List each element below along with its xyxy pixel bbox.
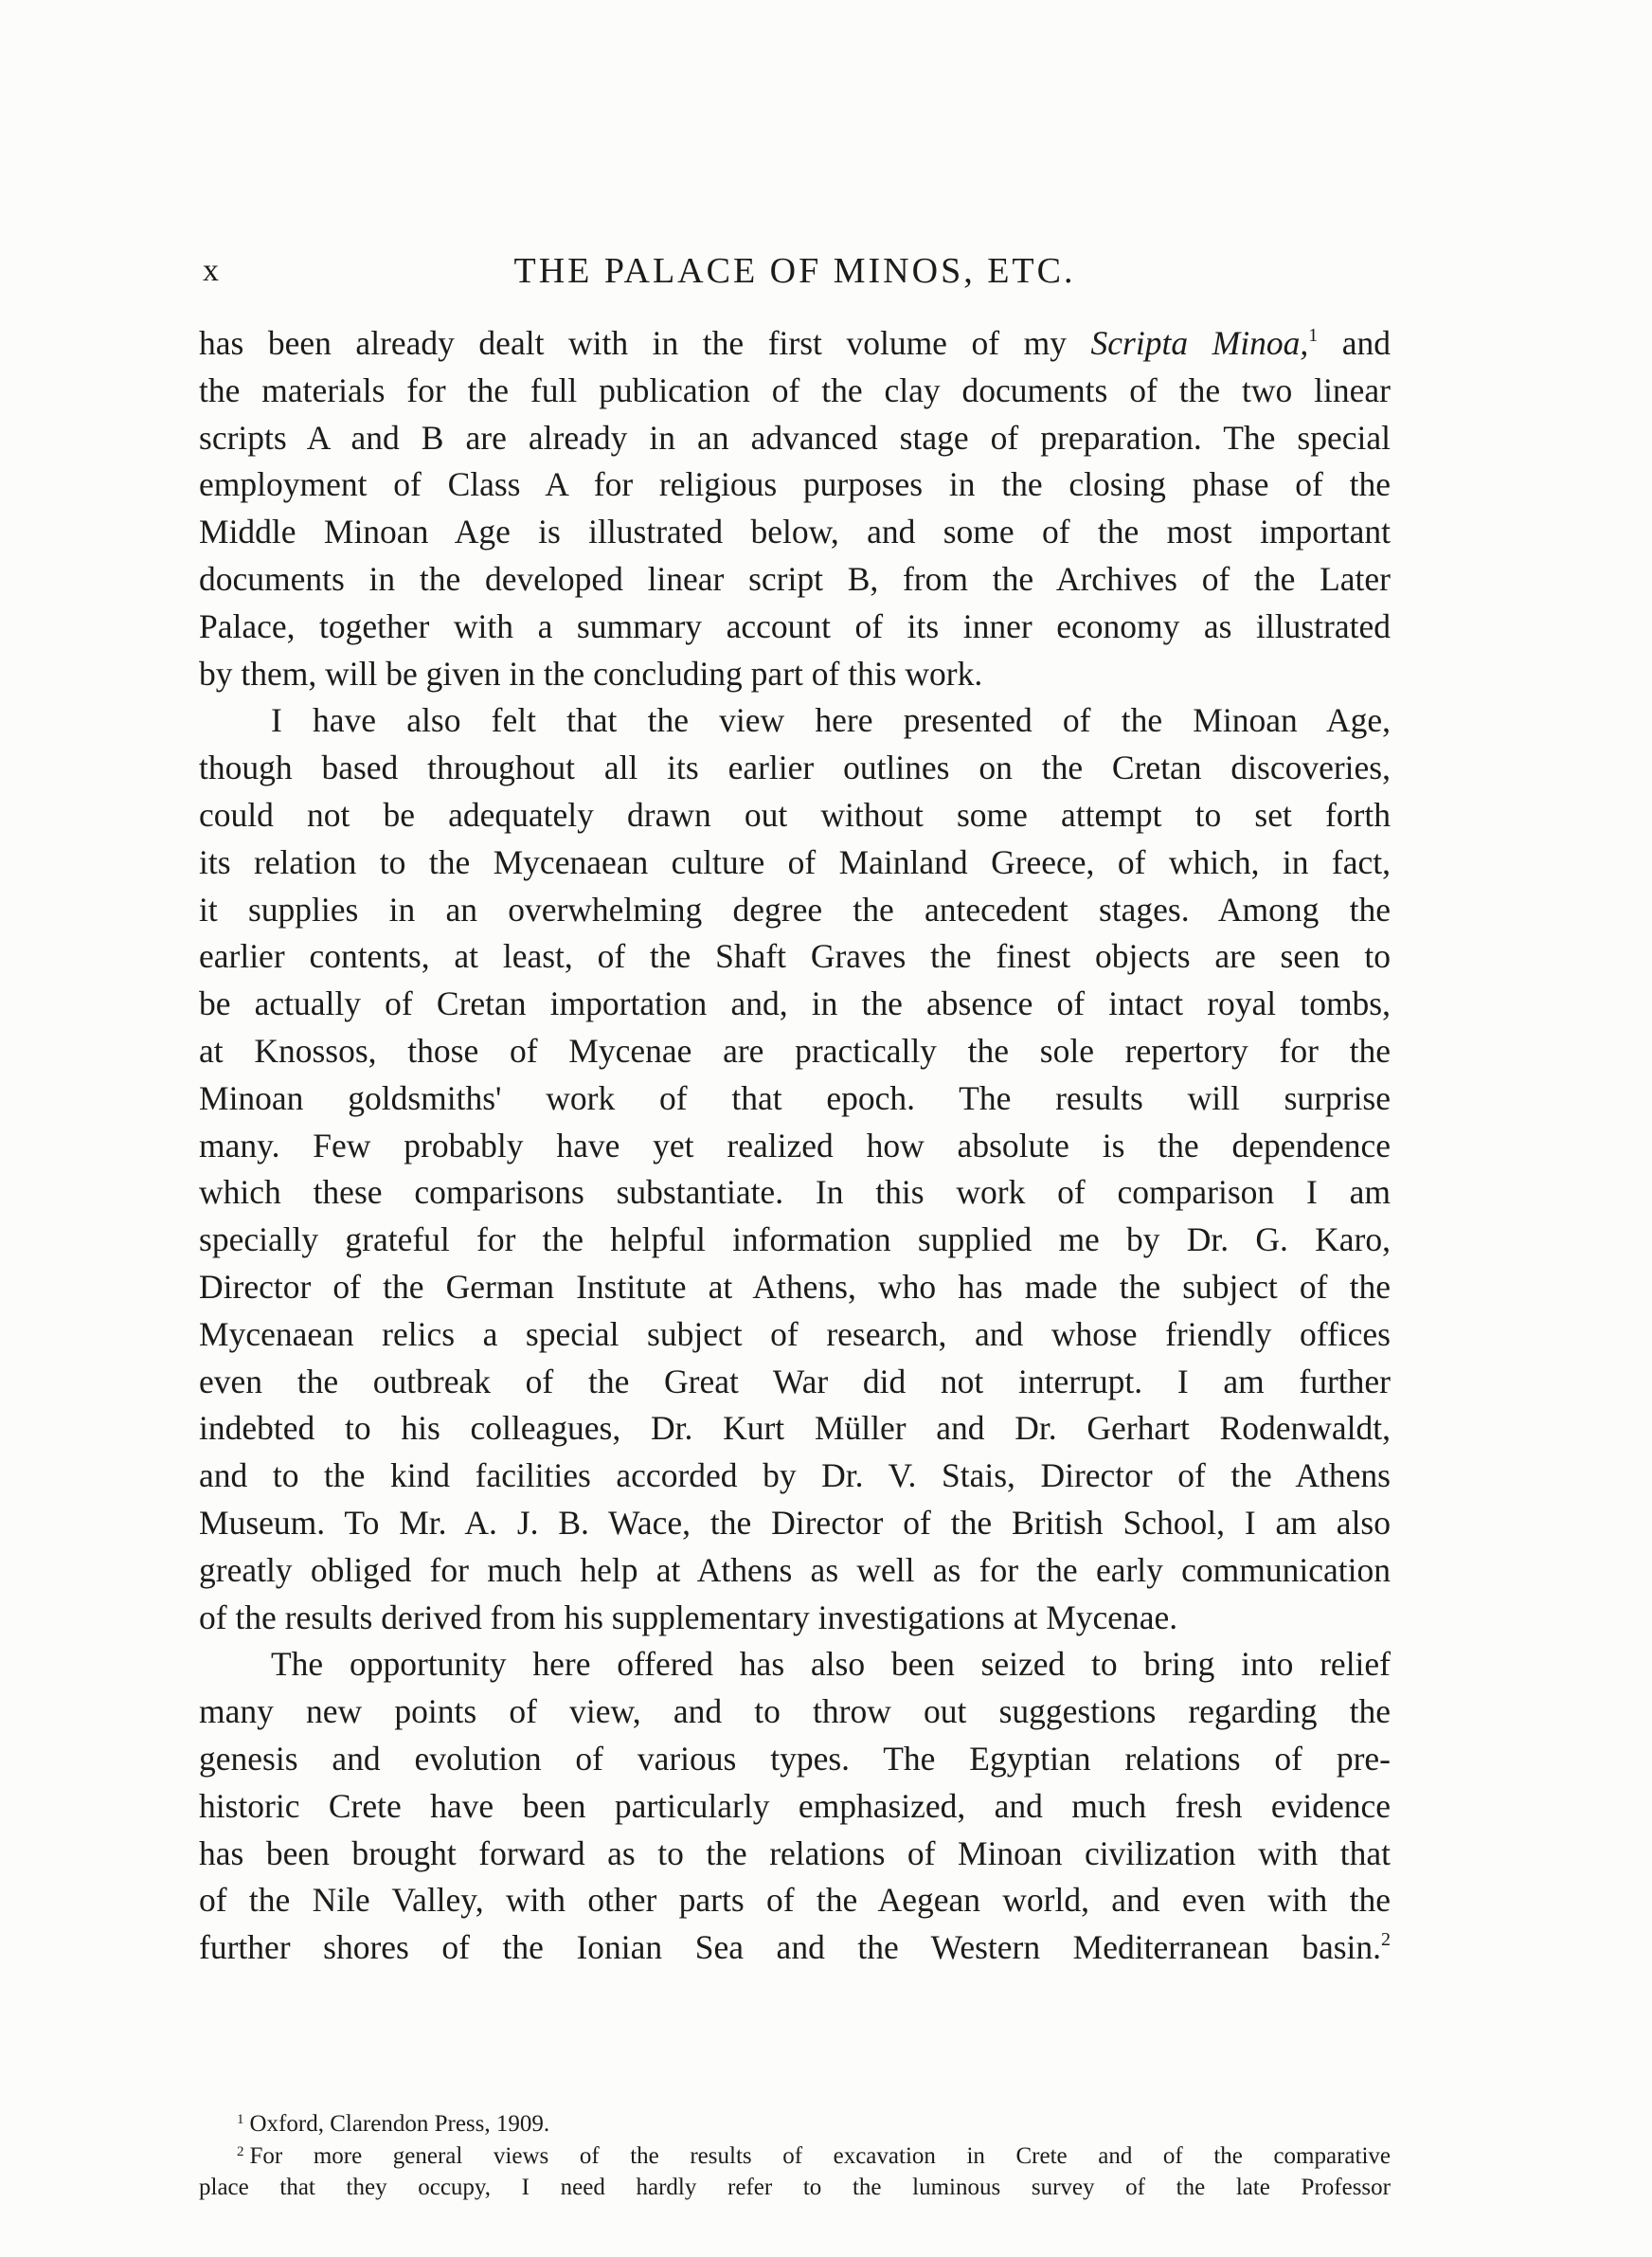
text-line: earlier contents, at least, of the Shaft Graves the finest objects are seen to xyxy=(199,937,1391,976)
text-line: and to the kind facilities accorded by Dr. V. Stais, Director of the Athens xyxy=(199,1456,1391,1495)
text-line: genesis and evolution of various types. The Egyptian relations of pre- xyxy=(199,1739,1391,1778)
text-line: Director of the German Institute at Athens, who has made the subject of the xyxy=(199,1267,1391,1306)
text-line: Mycenaean relics a special subject of research, and whose friendly offices xyxy=(199,1314,1391,1353)
text-line: has been brought forward as to the relations of Minoan civilization with that xyxy=(199,1833,1391,1872)
page-header xyxy=(199,250,1391,298)
body-text xyxy=(199,320,1391,1972)
text-line: specially grateful for the helpful information supplied me by Dr. G. Karo, xyxy=(199,1220,1391,1259)
text-line: be actually of Cretan importation and, in the absence of intact royal tombs, xyxy=(199,984,1391,1023)
text-line: has been already dealt with in the first volume of my Scripta Minoa,$^1$ and xyxy=(199,324,1392,362)
text-line: by them, will be given in the concluding part of this work. xyxy=(199,654,983,693)
text-line: which these comparisons substantiate. In this work of comparison I am xyxy=(199,1173,1391,1212)
footnote-1: $^1$ Oxford, Clarendon Press, 1909. xyxy=(237,2111,550,2137)
text-line: even the outbreak of the Great War did not interrupt. I am further xyxy=(199,1362,1391,1400)
footnotes xyxy=(199,2108,1391,2204)
text-line: indebted to his colleagues, Dr. Kurt Müller and Dr. Gerhart Rodenwaldt, xyxy=(199,1409,1391,1448)
text-line: Palace, together with a summary account of its inner economy as illustrated xyxy=(199,606,1391,645)
text-line: Middle Minoan Age is illustrated below, and some of the most important xyxy=(199,513,1391,551)
footnote-2-continued: place that they occupy, I need hardly refer to the luminous survey of the late Professor xyxy=(199,2175,1391,2200)
text-line: further shores of the Ionian Sea and the Western Mediterranean basin.$^2$ xyxy=(199,1928,1391,1967)
page-number: x xyxy=(203,253,219,288)
text-line: documents in the developed linear script B, from the Archives of the Later xyxy=(199,559,1391,598)
footnote-number: 1 xyxy=(237,2112,244,2127)
text-line: greatly obliged for much help at Athens as well as for the early communication xyxy=(199,1550,1391,1589)
text-line: I have also felt that the view here presented of the Minoan Age, xyxy=(271,701,1391,740)
footnote-2: $^2$ For more general views of the results of excavation in Crete and of the comparative xyxy=(237,2142,1391,2169)
text-line: Museum. To Mr. A. J. B. Wace, the Director of the British School, I am also xyxy=(199,1503,1391,1542)
text-line: though based throughout all its earlier outlines on the Cretan discoveries, xyxy=(199,749,1391,787)
text-line: the materials for the full publication of the clay documents of the two linear xyxy=(199,370,1391,409)
text-line: many new points of view, and to throw out suggestions regarding the xyxy=(199,1692,1391,1731)
text-line: of the results derived from his supplementary investigations at Mycenae. xyxy=(199,1598,1178,1636)
text-line: of the Nile Valley, with other parts of the Aegean world, and even with the xyxy=(199,1881,1391,1920)
text-line: it supplies in an overwhelming degree the antecedent stages. Among the xyxy=(199,890,1391,929)
text-line: Minoan goldsmiths' work of that epoch. The results will surprise xyxy=(199,1078,1391,1117)
text-line: could not be adequately drawn out without some attempt to set forth xyxy=(199,795,1391,834)
running-title: THE PALACE OF MINOS, ETC. xyxy=(513,251,1076,291)
text-line: employment of Class A for religious purposes in the closing phase of the xyxy=(199,465,1391,504)
footnote-number: 2 xyxy=(237,2143,244,2159)
italic-title: Scripta Minoa, xyxy=(1090,324,1309,362)
text-line: The opportunity here offered has also been seized to bring into relief xyxy=(271,1645,1391,1684)
text-line: many. Few probably have yet realized how absolute is the dependence xyxy=(199,1126,1391,1165)
text-line: scripts A and B are already in an advanced stage of preparation. The special xyxy=(199,418,1391,457)
footnote-ref: 2 xyxy=(1381,1929,1391,1951)
text-line: its relation to the Mycenaean culture of Mainland Greece, of which, in fact, xyxy=(199,842,1391,881)
text-line: at Knossos, those of Mycenae are practically the sole repertory for the xyxy=(199,1031,1391,1070)
footnote-ref: 1 xyxy=(1308,325,1319,346)
text-line: historic Crete have been particularly emphasized, and much fresh evidence xyxy=(199,1786,1391,1825)
